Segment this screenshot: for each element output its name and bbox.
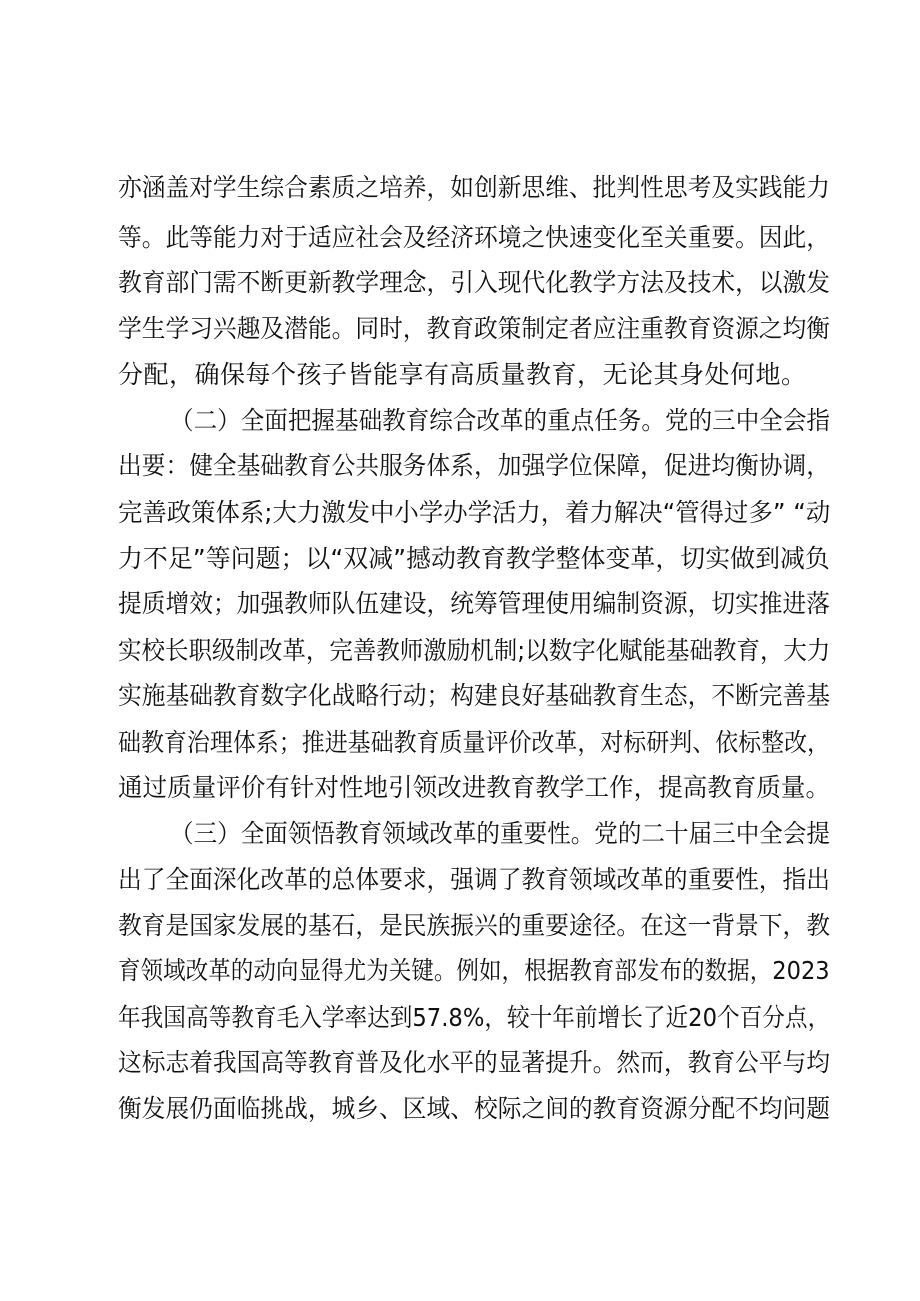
paragraph-heading-line: （二）全面把握基础教育综合改革的重点任务。党的三中全会指 — [170, 406, 831, 435]
paragraph-heading-line: （三）全面领悟教育领域改革的重要性。党的二十届三中全会提 — [170, 819, 831, 848]
text-line: 育领域改革的动向显得尤为关键。例如，根据教育部发布的数据，2023 — [118, 956, 830, 985]
text-line: 衡发展仍面临挑战，城乡、区域、校际之间的教育资源分配不均问题 — [118, 1094, 831, 1123]
text-line: 提质增效；加强教师队伍建设，统筹管理使用编制资源，切实推进落 — [118, 589, 831, 618]
text-line: 础教育治理体系；推进基础教育质量评价改革，对标研判、依标整改， — [118, 728, 831, 757]
text-line: 分配，确保每个孩子皆能享有高质量教育，无论其身处何地。 — [118, 360, 807, 389]
text-line: 这标志着我国高等教育普及化水平的显著提升。然而，教育公平与均 — [118, 1048, 831, 1077]
text-line: 亦涵盖对学生综合素质之培养，如创新思维、批判性思考及实践能力 — [118, 173, 831, 202]
text-line: 教育部门需不断更新教学理念，引入现代化教学方法及技术，以激发 — [118, 268, 831, 297]
text-line: 通过质量评价有针对性地引领改进教育教学工作，提高教育质量。 — [118, 773, 831, 802]
text-line: 教育是国家发展的基石，是民族振兴的重要途径。在这一背景下，教 — [118, 911, 831, 940]
text-line: 出要：健全基础教育公共服务体系，加强学位保障，促进均衡协调， — [118, 451, 831, 480]
text-line: 等。此等能力对于适应社会及经济环境之快速变化至关重要。因此， — [118, 223, 831, 252]
text-line: 实施基础教育数字化战略行动；构建良好基础教育生态，不断完善基 — [118, 681, 831, 710]
text-line: 力不足”等问题；以“双减”撼动教育教学整体变革，切实做到减负 — [118, 544, 830, 573]
text-line: 出了全面深化改革的总体要求，强调了教育领域改革的重要性，指出 — [118, 865, 831, 894]
text-line: 完善政策体系;大力激发中小学办学活力，着力解决“管得过多” “动 — [118, 498, 831, 527]
text-line: 学生学习兴趣及潜能。同时，教育政策制定者应注重教育资源之均衡 — [118, 314, 831, 343]
text-line: 实校长职级制改革，完善教师激励机制;以数字化赋能基础教育，大力 — [118, 636, 831, 665]
text-line: 年我国高等教育毛入学率达到57.8%，较十年前增长了近20个百分点， — [118, 1003, 831, 1032]
